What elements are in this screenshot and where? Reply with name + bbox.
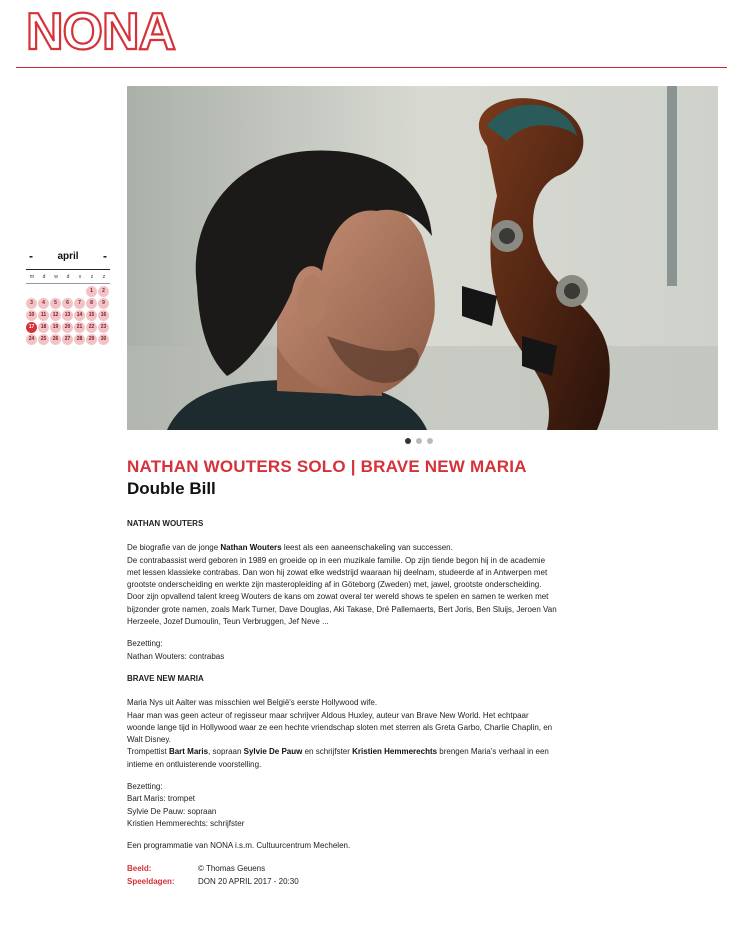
calendar-next-button[interactable]: - — [103, 249, 107, 263]
text: De contrabassist werd geboren in 1989 en groeide op in een muzikale familie. Op zijn tiende begon hij in de academie met lessen klassieke contrabas. Dan won hij zowat elke wedstrijd waaraan hij deelnam, studeerde af in Antwerpen met grootste onderscheiding en werkte zijn masteropleiding af in Göteborg (Zweden) met, jawel, grootste onderscheiding. — [127, 555, 548, 590]
bio-paragraph — [127, 697, 557, 771]
play-dates-label: Speeldagen: — [127, 876, 175, 886]
nona-logo-mark — [26, 6, 176, 56]
slider-dot[interactable] — [405, 438, 411, 444]
calendar-day[interactable]: 6 — [62, 298, 73, 309]
cast-list — [127, 781, 557, 830]
cast-member: Bart Maris: trompet — [127, 794, 196, 804]
calendar-day[interactable]: 8 — [86, 298, 97, 309]
calendar-day[interactable]: 14 — [74, 310, 85, 321]
calendar-day[interactable]: 4 — [38, 298, 49, 309]
bio-paragraph — [127, 542, 557, 628]
calendar-blank — [50, 286, 61, 297]
text: De biografie van de jonge — [127, 543, 221, 553]
calendar-day[interactable]: 18 — [38, 322, 49, 333]
image-credit-label: Beeld: — [127, 863, 152, 873]
calendar-prev-button[interactable]: - — [29, 249, 33, 263]
hero-image[interactable] — [127, 86, 718, 430]
text: Haar man was geen acteur of regisseur maar schrijver Aldous Huxley, auteur van Brave New World. Het echtpaar woonde lange tijd in Hollywood waar ze een hechte vriendschap sloten met sterren als Greta Garbo, Charlie Chaplin, en Walt Disney. — [127, 710, 553, 745]
artist-name: Bart Maris — [168, 747, 209, 757]
calendar-day[interactable]: 16 — [98, 310, 109, 321]
calendar-divider — [26, 269, 110, 270]
slider-dot[interactable] — [416, 438, 422, 444]
section-heading: BRAVE NEW MARIA — [127, 673, 204, 683]
cast-member: Kristien Hemmerechts: schrijfster — [127, 818, 245, 828]
event-meta — [127, 863, 557, 889]
calendar-blank — [38, 286, 49, 297]
weekday-label: z — [90, 274, 94, 280]
event-subtitle: Double Bill — [127, 479, 216, 498]
calendar-day[interactable]: 26 — [50, 334, 61, 345]
event-calendar — [26, 248, 110, 345]
calendar-weekdays — [26, 273, 110, 281]
calendar-day[interactable]: 10 — [26, 310, 37, 321]
section-heading: NATHAN WOUTERS — [127, 519, 204, 528]
weekday-label: z — [102, 274, 106, 280]
slider-pagination — [405, 438, 433, 444]
weekday-label: w — [54, 274, 58, 280]
event-description — [127, 518, 557, 888]
calendar-day[interactable]: 30 — [98, 334, 109, 345]
calendar-day[interactable]: 9 — [98, 298, 109, 309]
musician-with-double-bass-photo — [127, 86, 718, 430]
calendar-day[interactable]: 1 — [86, 286, 97, 297]
calendar-day[interactable]: 29 — [86, 334, 97, 345]
calendar-blank — [26, 286, 37, 297]
calendar-day[interactable]: 27 — [62, 334, 73, 345]
event-title: NATHAN WOUTERS SOLO | BRAVE NEW MARIA — [127, 457, 527, 476]
nona-logo[interactable] — [26, 6, 176, 56]
calendar-day[interactable]: 13 — [62, 310, 73, 321]
calendar-day[interactable]: 21 — [74, 322, 85, 333]
play-dates-value: DON 20 APRIL 2017 - 20:30 — [198, 876, 299, 886]
text: , sopraan — [208, 747, 244, 757]
calendar-day[interactable]: 3 — [26, 298, 37, 309]
text: Maria Nys uit Aalter was misschien wel België's eerste Hollywood wife. — [127, 698, 378, 708]
calendar-day[interactable]: 24 — [26, 334, 37, 345]
calendar-month-label: april — [57, 250, 79, 262]
calendar-blank — [74, 286, 85, 297]
calendar-blank — [62, 286, 73, 297]
calendar-day[interactable]: 5 — [50, 298, 61, 309]
svg-text:NONA: NONA — [26, 6, 176, 56]
artist-name: Nathan Wouters — [220, 543, 282, 553]
calendar-header — [26, 248, 110, 264]
slider-dot[interactable] — [427, 438, 433, 444]
header-divider — [16, 67, 727, 68]
calendar-days — [26, 286, 110, 345]
calendar-divider — [26, 283, 110, 284]
text: en schrijfster — [302, 747, 353, 757]
calendar-day[interactable]: 7 — [74, 298, 85, 309]
calendar-day[interactable]: 2 — [98, 286, 109, 297]
weekday-label: v — [78, 274, 82, 280]
calendar-day[interactable]: 11 — [38, 310, 49, 321]
artist-name: Kristien Hemmerechts — [352, 747, 438, 757]
cast-label: Bezetting: — [127, 782, 163, 792]
calendar-day-today[interactable]: 17 — [26, 322, 37, 333]
text: brengen Maria's verhaal in een intieme en ontluisterende voorstelling. — [127, 747, 549, 769]
weekday-label: d — [42, 274, 46, 280]
calendar-day[interactable]: 28 — [74, 334, 85, 345]
text: Door zijn opvallend talent kreeg Wouters de kans om zowat overal ter wereld shows te spelen en samen te werken met bijzonder grote namen, zoals Mark Turner, Dave Douglas, Aki Takase, Dré Pallemaerts, Bert Joris, Ben Sluijs, Jeroen Van Herzeele, Jozef Dumoulin, Teun Verbruggen, Jef Neve ... — [127, 592, 557, 627]
cast-list — [127, 638, 557, 663]
cast-member: Sylvie De Pauw: sopraan — [127, 806, 217, 816]
artist-name: Sylvie De Pauw — [243, 747, 303, 757]
cast-label: Bezetting: — [127, 639, 163, 649]
calendar-day[interactable]: 15 — [86, 310, 97, 321]
calendar-day[interactable]: 23 — [98, 322, 109, 333]
calendar-day[interactable]: 25 — [38, 334, 49, 345]
calendar-day[interactable]: 20 — [62, 322, 73, 333]
weekday-label: m — [29, 274, 35, 280]
calendar-day[interactable]: 22 — [86, 322, 97, 333]
text: Trompettist — [127, 747, 169, 757]
image-credit-value: © Thomas Geuens — [198, 863, 266, 873]
calendar-day[interactable]: 12 — [50, 310, 61, 321]
calendar-day[interactable]: 19 — [50, 322, 61, 333]
cast-member: Nathan Wouters: contrabas — [127, 651, 225, 661]
text: leest als een aaneenschakeling van successen. — [281, 543, 453, 553]
weekday-label: d — [66, 274, 70, 280]
programme-credit: Een programmatie van NONA i.s.m. Cultuurcentrum Mechelen. — [127, 841, 351, 851]
